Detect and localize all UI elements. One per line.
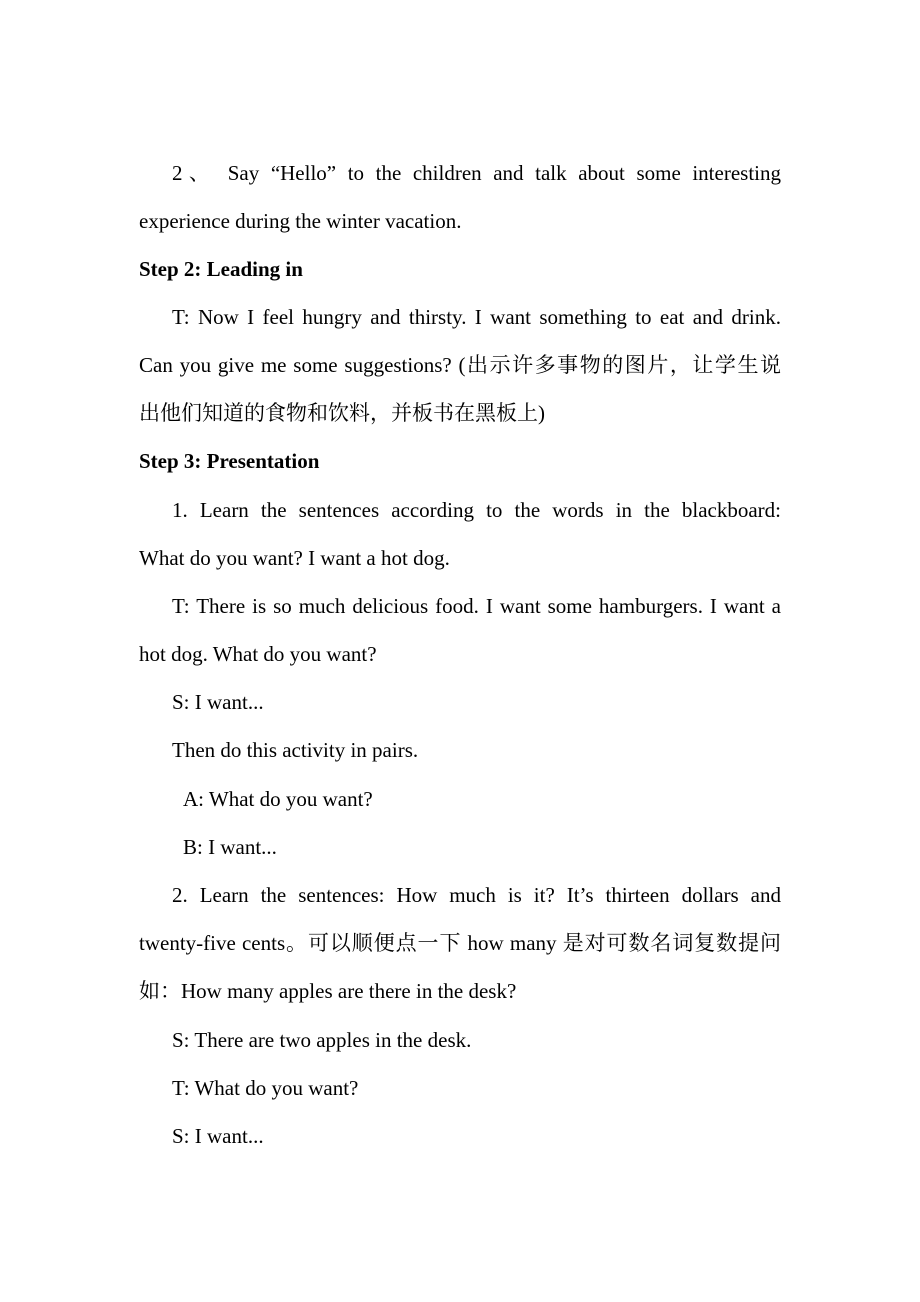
dialogue-student-3: S: I want... <box>172 1124 264 1148</box>
paragraph-learn-2-line-1: 2. Learn the sentences: How much is it? It’s thirteen dollars and <box>172 883 781 907</box>
dialogue-teacher: T: What do you want? <box>172 1076 359 1100</box>
paragraph-leading-line-3: 出他们知道的食物和饮料，并板书在黑板上) <box>139 401 545 425</box>
paragraph-learn-1-line-1: 1. Learn the sentences according to the words in the blackboard: <box>172 498 781 522</box>
heading-step-3: Step 3: Presentation <box>139 449 320 473</box>
dialogue-student-1: S: I want... <box>172 690 264 714</box>
paragraph-learn-2-line-2: twenty-five cents。可以顺便点一下 how many 是对可数名词复数提问 <box>139 931 781 955</box>
paragraph-leading-line-2: Can you give me some suggestions? (出示许多事物的图片，让学生说 <box>139 353 781 377</box>
paragraph-learn-2-line-3: 如：How many apples are there in the desk? <box>139 979 517 1003</box>
heading-step-2: Step 2: Leading in <box>139 257 303 281</box>
paragraph-teacher-line-2: hot dog. What do you want? <box>139 642 377 666</box>
paragraph-pairs: Then do this activity in pairs. <box>172 738 419 762</box>
paragraph-greeting-line-1: 2、 Say “Hello” to the children and talk about some interesting <box>172 161 781 185</box>
dialogue-student-2: S: There are two apples in the desk. <box>172 1028 472 1052</box>
paragraph-leading-line-1: T: Now I feel hungry and thirsty. I want something to eat and drink. <box>172 305 781 329</box>
dialogue-b: B: I want... <box>183 835 277 859</box>
dialogue-a: A: What do you want? <box>183 787 373 811</box>
paragraph-greeting-line-2: experience during the winter vacation. <box>139 209 462 233</box>
paragraph-teacher-line-1: T: There is so much delicious food. I want some hamburgers. I want a <box>172 594 781 618</box>
paragraph-learn-1-line-2: What do you want? I want a hot dog. <box>139 546 450 570</box>
